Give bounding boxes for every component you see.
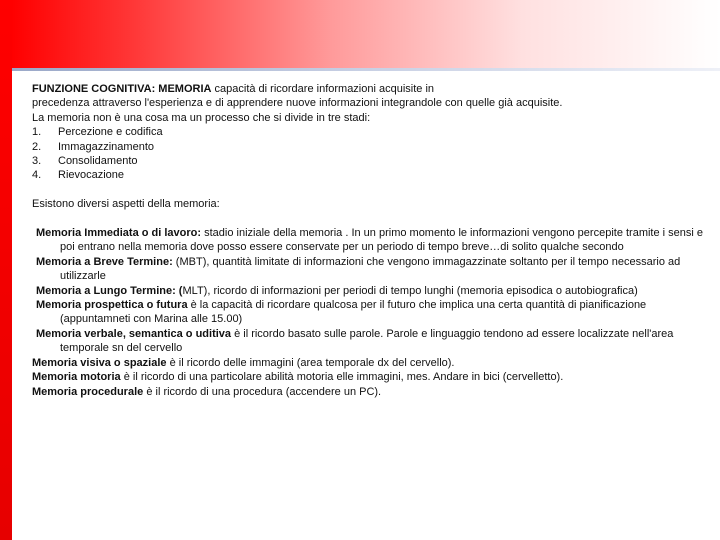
aspect-item [32,284,708,298]
stage-item [32,168,708,182]
aspect-item [32,298,708,327]
aspect-desc: MLT), ricordo di informazioni per periodi di tempo lunghi (memoria episodica o autobiografica) [182,284,638,297]
stage-item [32,125,708,139]
stage-text: Consolidamento [58,155,138,168]
header-gradient-band [12,0,720,68]
stage-text: Immagazzinamento [58,140,154,153]
aspect-item [32,255,708,284]
intro-line-1-text: capacità di ricordare informazioni acquisite in [211,83,435,95]
aspect-item [32,370,708,384]
aspect-item [32,327,708,356]
aspect-term: Memoria a Lungo Termine: ( [36,284,183,297]
aspect-desc: (MBT), quantità limitate di informazioni che vengono immagazzinate soltanto per il tempo necessario ad utilizzarle [60,255,681,283]
aspect-term: Memoria visiva o spaziale [32,356,167,369]
intro-line-1 [32,82,708,96]
aspect-desc: è la capacità di ricordare qualcosa per il futuro che implica una certa quantità di pianificazione (appuntamneti con Marina alle 15.00) [60,299,647,326]
aspect-term: Memoria a Breve Termine: [36,255,173,268]
aspect-desc: stadio iniziale della memoria . In un primo momento le informazioni vengono percepite tramite i sensi e poi entrano nella memoria dove posso essere conservate per un periodo di tempo breve…di solito qualche secondo [60,227,704,254]
aspect-item [32,385,708,399]
stage-number: 4. [32,169,42,182]
aspect-item [32,356,708,370]
aspect-term: Memoria verbale, semantica o uditiva [36,327,232,340]
aspect-term: Memoria motoria [32,371,121,384]
aspect-item [32,226,708,255]
aspect-desc: è il ricordo di una particolare abilità motoria elle immagini, mes. Andare in bici (cervelletto). [120,371,564,384]
stage-text: Percezione e codifica [58,126,163,139]
stage-number: 2. [32,140,42,153]
stage-item [32,140,708,154]
left-accent-bar [0,0,12,540]
aspect-term: Memoria prospettica o futura [36,299,188,312]
slide-content [32,82,708,399]
header-divider [12,68,720,71]
stage-number: 3. [32,155,42,168]
intro-line-2: precedenza attraverso l'esperienza e di apprendere nuove informazioni integrandole con quelle già acquisite. [32,97,563,110]
aspect-desc: è il ricordo di una procedura (accendere un PC). [143,385,382,398]
spacer [32,183,708,197]
stage-number: 1. [32,126,42,139]
stage-item [32,154,708,168]
stage-text: Rievocazione [58,169,125,182]
intro-line-3: La memoria non è una cosa ma un processo che si divide in tre stadi: [32,111,371,124]
aspects-intro: Esistono diversi aspetti della memoria: [32,198,220,211]
aspect-desc: è il ricordo delle immagini (area temporale dx del cervello). [166,356,455,369]
spacer [32,212,708,226]
aspect-term: Memoria procedurale [32,385,144,398]
aspect-desc: è il ricordo basato sulle parole. Parole e linguaggio tendono ad essere localizzate nell'area temporale sn del cervello [60,327,674,355]
intro-title: FUNZIONE COGNITIVA: MEMORIA [32,83,212,95]
aspect-term: Memoria Immediata o di lavoro: [36,227,202,240]
